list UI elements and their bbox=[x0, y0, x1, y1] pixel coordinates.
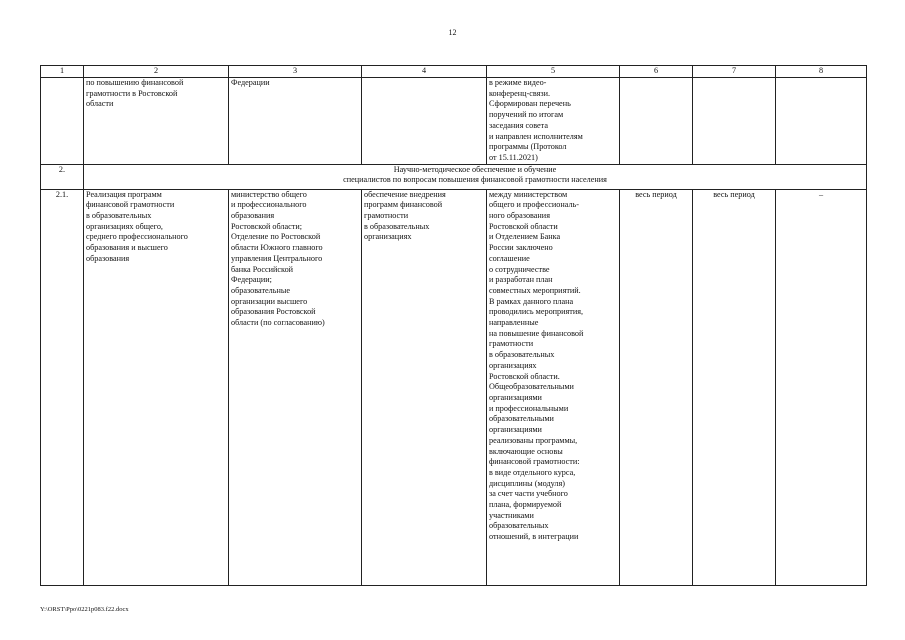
table-cell: в режиме видео- конференц-связи. Сформирован перечень поручений по итогам заседания совета и направлен исполнителям программы (Протокол от 15.11.2021) bbox=[487, 78, 620, 165]
responsible-executors: министерство общего и профессионального образования Ростовской области; Отделение по Ростовской области Южного главного управления Центрального банка Российской Федерации; образовательные организации высшего образования Ростовской области (по согласованию) bbox=[229, 189, 362, 585]
table-cell bbox=[693, 78, 776, 165]
table-cell bbox=[362, 78, 487, 165]
column-number: 4 bbox=[362, 66, 487, 78]
row-number: 2.1. bbox=[41, 189, 84, 585]
table-cell bbox=[776, 78, 867, 165]
expected-result: обеспечение внедрения программ финансовой грамотности в образовательных организациях bbox=[362, 189, 487, 585]
table-cell bbox=[41, 78, 84, 165]
table-cell: по повышению финансовой грамотности в Ростовской области bbox=[84, 78, 229, 165]
column-number: 1 bbox=[41, 66, 84, 78]
column-number: 3 bbox=[229, 66, 362, 78]
plan-table bbox=[40, 65, 867, 586]
column-number: 5 bbox=[487, 66, 620, 78]
activity-name: Реализация программ финансовой грамотности в образовательных организациях общего, среднего профессионального образования и высшего образования bbox=[84, 189, 229, 585]
planned-period: весь период bbox=[620, 189, 693, 585]
page-number: 12 bbox=[448, 28, 457, 37]
notes-cell: – bbox=[776, 189, 867, 585]
column-number: 7 bbox=[693, 66, 776, 78]
section-title: Научно-методическое обеспечение и обучение специалистов по вопросам повышения финансовой грамотности населения bbox=[84, 164, 867, 189]
section-number: 2. bbox=[41, 164, 84, 189]
table-cell: Федерации bbox=[229, 78, 362, 165]
column-number: 6 bbox=[620, 66, 693, 78]
table-cell bbox=[620, 78, 693, 165]
section-row bbox=[41, 164, 867, 189]
table-row bbox=[41, 78, 867, 165]
column-number: 8 bbox=[776, 66, 867, 78]
column-number: 2 bbox=[84, 66, 229, 78]
footer-file-path: Y:\ORST\Ppo\0221p083.f22.docx bbox=[40, 606, 129, 613]
actual-period: весь период bbox=[693, 189, 776, 585]
table-row bbox=[41, 189, 867, 585]
column-number-row bbox=[41, 66, 867, 78]
implementation-info: между министерством общего и профессиональ- ного образования Ростовской области и Отделением Банка России заключено соглашение о сотрудничестве и разработан план совместных мероприятий. В рамках данного плана проводились мероприятия, направленные на повышение финансовой грамотности в образовательных организациях Ростовской области. Общеобразовательными организациями и профессиональными образовательными организациями реализованы программы, включающие основы финансовой грамотности: в виде отдельного курса, дисциплины (модуля) за счет части учебного плана, формируемой участниками образовательных отношений, в интеграции bbox=[487, 189, 620, 585]
